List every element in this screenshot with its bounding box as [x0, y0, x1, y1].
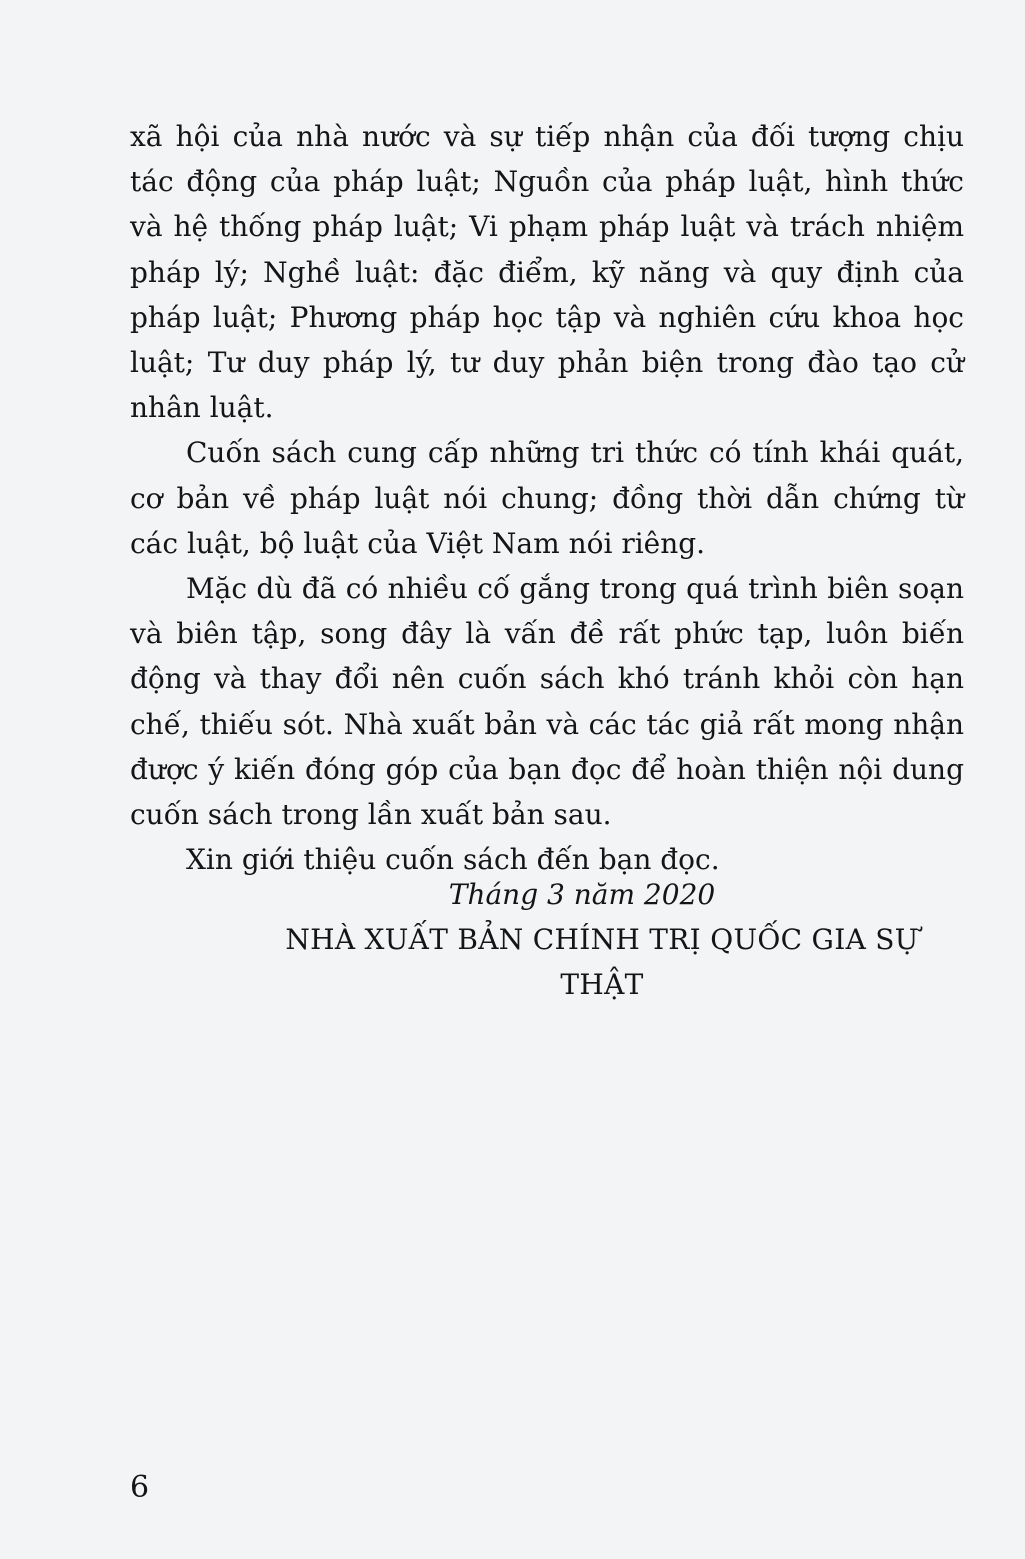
paragraph-3: Mặc dù đã có nhiều cố gắng trong quá trình biên soạn và biên tập, song đây là vấn đề rất phức tạp, luôn biến động và thay đổi nên cuốn sách khó tránh khỏi còn hạn chế, thiếu sót. Nhà xuất bản và các tác giả rất mong nhận được ý kiến đóng góp của bạn đọc để hoàn thiện nội dung cuốn sách trong lần xuất bản sau. — [130, 572, 964, 832]
paragraph-4: Xin giới thiệu cuốn sách đến bạn đọc. — [186, 843, 720, 877]
paragraph-2: Cuốn sách cung cấp những tri thức có tính khái quát, cơ bản về pháp luật nói chung; đồng thời dẫn chứng từ các luật, bộ luật của Việt Nam nói riêng. — [130, 436, 964, 560]
page-number: 6 — [130, 1470, 150, 1505]
signature-date: Tháng 3 năm 2020 — [448, 878, 716, 911]
signature-block — [130, 872, 964, 1007]
signature-publisher: NHÀ XUẤT BẢN CHÍNH TRỊ QUỐC GIA SỰ THẬT — [285, 923, 919, 1001]
paragraph-1: xã hội của nhà nước và sự tiếp nhận của đối tượng chịu tác động của pháp luật; Nguồn của pháp luật, hình thức và hệ thống pháp luật; Vi phạm pháp luật và trách nhiệm pháp lý; Nghề luật: đặc điểm, kỹ năng và quy định của pháp luật; Phương pháp học tập và nghiên cứu khoa học luật; Tư duy pháp lý, tư duy phản biện trong đào tạo cử nhân luật. — [130, 120, 964, 425]
body-text — [130, 114, 964, 882]
